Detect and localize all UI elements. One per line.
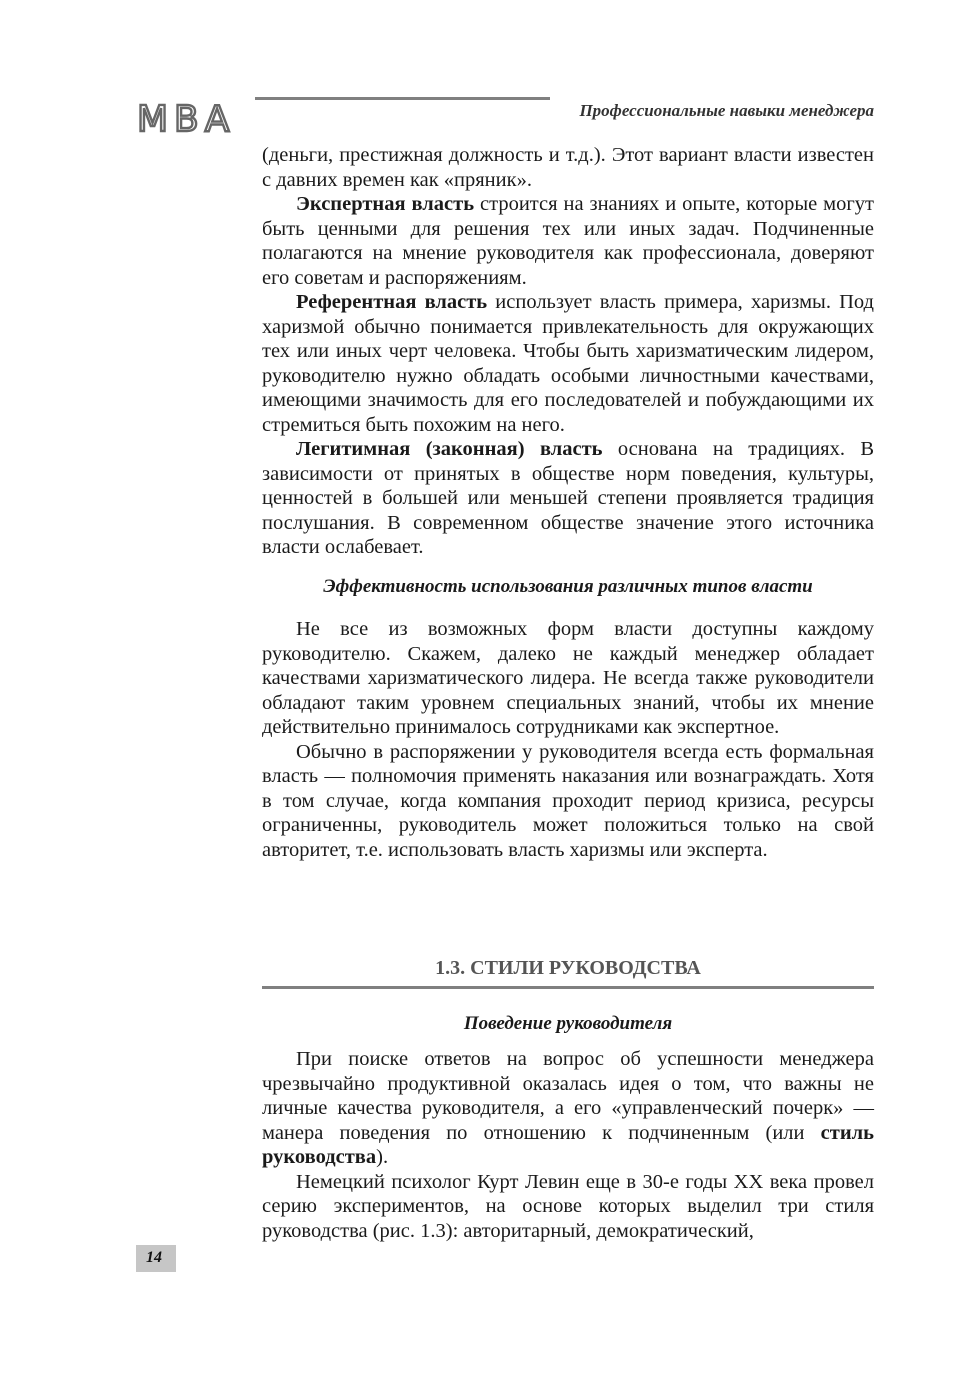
paragraph [262,290,874,437]
term-leadership-style: стиль руководства [262,1121,874,1168]
paragraph-text: использует власть примера, харизмы. Под харизмой обычно понимается привлекательность для окружающих тех или иных черт человека. Чтобы быть харизматическим лидером, руководителю нужно обладать особыми личностными качествами, имеющими значимость для его последователей и побуждающими их стремиться быть похожим на него. [262,291,874,436]
paragraph-text: основана на традициях. В зависимости от принятых в обществе норм поведения, культуры, ценностей в большей или меньшей степени проявляется традиция послушания. В современном обществе значение этого источника власти ослабевает. [262,438,875,558]
page-number: 14 [146,1249,162,1266]
paragraph-text: ). [376,1146,389,1168]
paragraph: Не все из возможных форм власти доступны каждому руководителю. Скажем, далеко не каждый менеджер обладает качествами харизматического лидера. Не всегда также руководители обладают таким уровнем специальных знаний, чтобы их мнение действительно принималось сотрудниками как экспертное. [262,618,874,738]
mba-logo [137,101,261,134]
term-referent-power: Референтная власть [296,291,488,313]
text-block-2 [262,617,874,862]
section-heading: 1.3. СТИЛИ РУКОВОДСТВА [435,957,701,979]
paragraph [262,437,874,560]
term-expert-power: Экспертная власть [296,193,475,215]
paragraph-text: (деньги, престижная должность и т.д.). Этот вариант власти известен с давних времен как «пряник». [262,144,874,191]
section-rule [262,986,874,989]
subheading: Поведение руководителя [463,1013,673,1034]
subheading: Эффективность использования различных типов власти [323,576,813,597]
paragraph [262,143,874,192]
running-title: Профессиональные навыки менеджера [579,101,874,120]
paragraph-text: При поиске ответов на вопрос об успешности менеджера чрезвычайно продуктивной оказалась идея о том, что важны не личные качества руководителя, а его «управленческий почерк» — манера поведения по отношению к подчиненным (или [262,1048,874,1144]
text-block-1 [262,143,874,560]
paragraph [262,1047,874,1170]
paragraph [262,192,874,290]
paragraph: Немецкий психолог Курт Левин еще в 30-е годы XX века провел серию экспериментов, на основе которых выделил три стиля руководства (рис. 1.3): авторитарный, демократический, [262,1170,874,1242]
text-block-3 [262,1047,874,1243]
header-rule [255,97,550,100]
paragraph-text: строится на знаниях и опыте, которые могут быть ценными для решения тех или иных задач. Подчиненные полагаются на мнение руководителя как профессионала, доверяют его советам и распоряжениям. [262,193,874,289]
paragraph: Обычно в распоряжении у руководителя всегда есть формальная власть — полномочия применять наказания или вознаграждать. Хотя в том случае, когда компания проходит период кризиса, ресурсы ограниченны, руководитель может положиться только на свой авторитет, т.е. использовать власть харизмы или эксперта. [262,740,874,861]
term-legitimate-power: Легитимная (законная) власть [296,438,603,460]
svg-text:MBA: MBA [137,101,236,134]
